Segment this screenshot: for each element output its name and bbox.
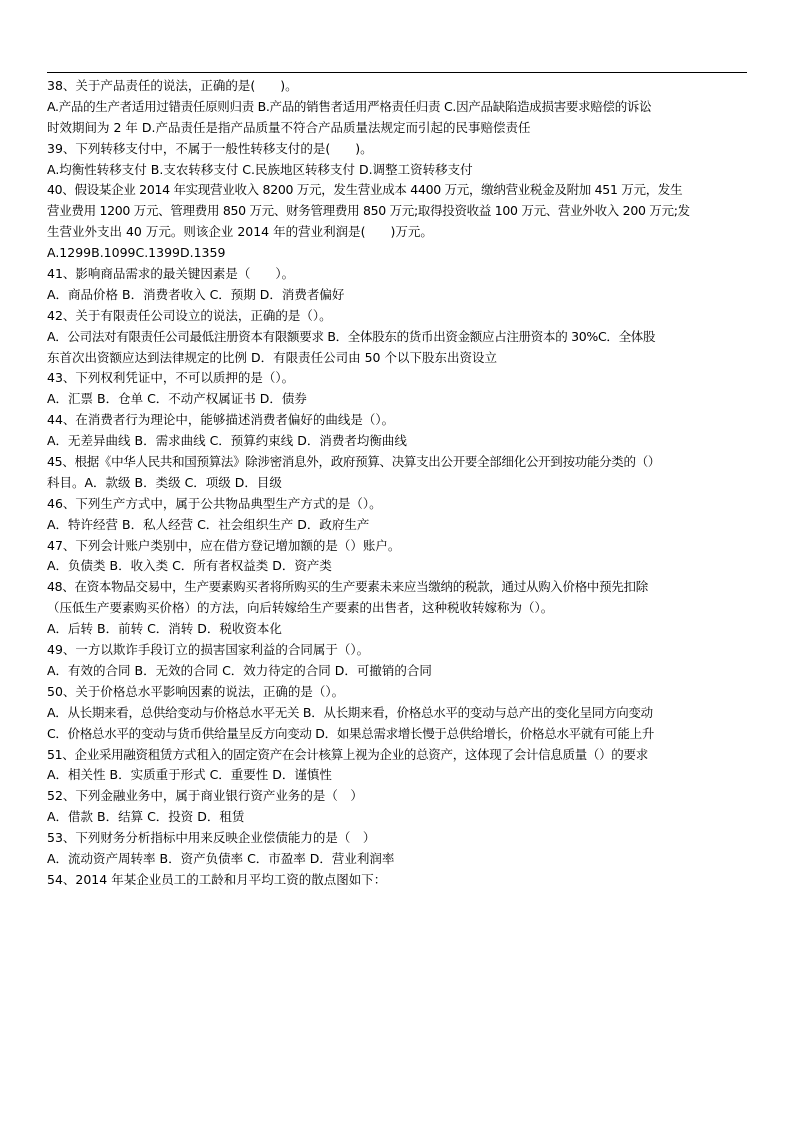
question-41-options: A．商品价格 B．消费者收入 C．预期 D．消费者偏好	[47, 286, 345, 302]
question-52-stem: 52、下列金融业务中，属于商业银行资产业务的是（ ）	[47, 788, 363, 804]
question-52-options: A．借款 B．结算 C．投资 D．租赁	[47, 809, 245, 825]
question-list	[47, 76, 749, 891]
question-39-options: A.均衡性转移支付 B.支农转移支付 C.民族地区转移支付 D.调整工资转移支付	[47, 161, 473, 177]
question-40-stem-line-1: 40、假设某企业 2014 年实现营业收入 8200 万元，发生营业成本 4400 万元，缴纳营业税金及附加 451 万元，发生	[47, 182, 683, 198]
question-43-options: A．汇票 B．仓单 C．不动产权属证书 D．债券	[47, 391, 307, 407]
question-38-options-line-2: 时效期间为 2 年 D.产品责任是指产品质量不符合产品质量法规定而引起的民事赔偿责任	[47, 119, 531, 135]
question-40-options: A.1299B.1099C.1399D.1359	[47, 245, 226, 261]
question-50-options-line-1: A．从长期来看，总供给变动与价格总水平无关 B．从长期来看，价格总水平的变动与总产出的变化呈同方向变动	[47, 704, 653, 720]
question-44-options: A．无差异曲线 B．需求曲线 C．预算约束线 D．消费者均衡曲线	[47, 433, 407, 449]
question-46-options: A．特许经营 B．私人经营 C．社会组织生产 D．政府生产	[47, 516, 370, 532]
question-47-stem: 47、下列会计账户类别中，应在借方登记增加额的是（）账户。	[47, 537, 401, 553]
question-38-options-line-1: A.产品的生产者适用过错责任原则归责 B.产品的销售者适用严格责任归责 C.因产品缺陷造成损害要求赔偿的诉讼	[47, 98, 652, 114]
question-43-stem: 43、下列权利凭证中，不可以质押的是（）。	[47, 370, 295, 386]
question-45-options: 科目。A．款级 B．类级 C．项级 D．目级	[47, 474, 282, 490]
question-40-stem-line-2: 营业费用 1200 万元、管理费用 850 万元、财务管理费用 850 万元;取得投资收益 100 万元、营业外收入 200 万元;发	[47, 203, 690, 219]
question-48-options: A．后转 B．前转 C．消转 D．税收资本化	[47, 621, 282, 637]
question-49-options: A．有效的合同 B．无效的合同 C．效力待定的合同 D．可撤销的合同	[47, 662, 432, 678]
question-39-stem: 39、下列转移支付中，不属于一般性转移支付的是( )。	[47, 140, 373, 156]
question-47-options: A．负债类 B．收入类 C．所有者权益类 D．资产类	[47, 558, 332, 574]
question-50-options-line-2: C．价格总水平的变动与货币供给量呈反方向变动 D．如果总需求增长慢于总供给增长，价格总水平就有可能上升	[47, 725, 655, 741]
question-51-options: A．相关性 B．实质重于形式 C．重要性 D．谨慎性	[47, 767, 332, 783]
header-rule	[47, 72, 747, 73]
question-42-options-line-1: A．公司法对有限责任公司最低注册资本有限额要求 B．全体股东的货币出资金额应占注册资本的 30%C．全体股	[47, 328, 656, 344]
question-45-stem: 45、根据《中华人民共和国预算法》除涉密消息外，政府预算、决算支出公开要全部细化公开到按功能分类的（）	[47, 454, 661, 470]
question-42-stem: 42、关于有限责任公司设立的说法，正确的是（）。	[47, 307, 332, 323]
question-53-options: A．流动资产周转率 B．资产负债率 C．市盈率 D．营业利润率	[47, 850, 395, 866]
question-40-stem-line-3: 生营业外支出 40 万元。则该企业 2014 年的营业利润是( )万元。	[47, 224, 433, 240]
question-51-stem: 51、企业采用融资租赁方式租入的固定资产在会计核算上视为企业的总资产，这体现了会计信息质量（）的要求	[47, 746, 648, 762]
question-44-stem: 44、在消费者行为理论中，能够描述消费者偏好的曲线是（）。	[47, 412, 395, 428]
question-38-stem: 38、关于产品责任的说法，正确的是( )。	[47, 78, 298, 93]
question-48-stem-line-2: （压低生产要素购买价格）的方法，向后转嫁给生产要素的出售者，这种税收转嫁称为（）。	[47, 600, 554, 616]
question-49-stem: 49、一方以欺诈手段订立的损害国家利益的合同属于（）。	[47, 642, 370, 658]
question-54-stem: 54、2014 年某企业员工的工龄和月平均工资的散点图如下：	[47, 871, 387, 887]
question-48-stem-line-1: 48、在资本物品交易中，生产要素购买者将所购买的生产要素未来应当缴纳的税款，通过从购入价格中预先扣除	[47, 579, 648, 595]
question-46-stem: 46、下列生产方式中，属于公共物品典型生产方式的是（）。	[47, 495, 382, 511]
question-41-stem: 41、影响商品需求的最关键因素是（ ）。	[47, 266, 295, 282]
question-53-stem: 53、下列财务分析指标中用来反映企业偿债能力的是（ ）	[47, 830, 376, 846]
question-42-options-line-2: 东首次出资额应达到法律规定的比例 D．有限责任公司由 50 个以下股东出资设立	[47, 349, 497, 365]
question-50-stem: 50、关于价格总水平影响因素的说法，正确的是（）。	[47, 683, 345, 699]
